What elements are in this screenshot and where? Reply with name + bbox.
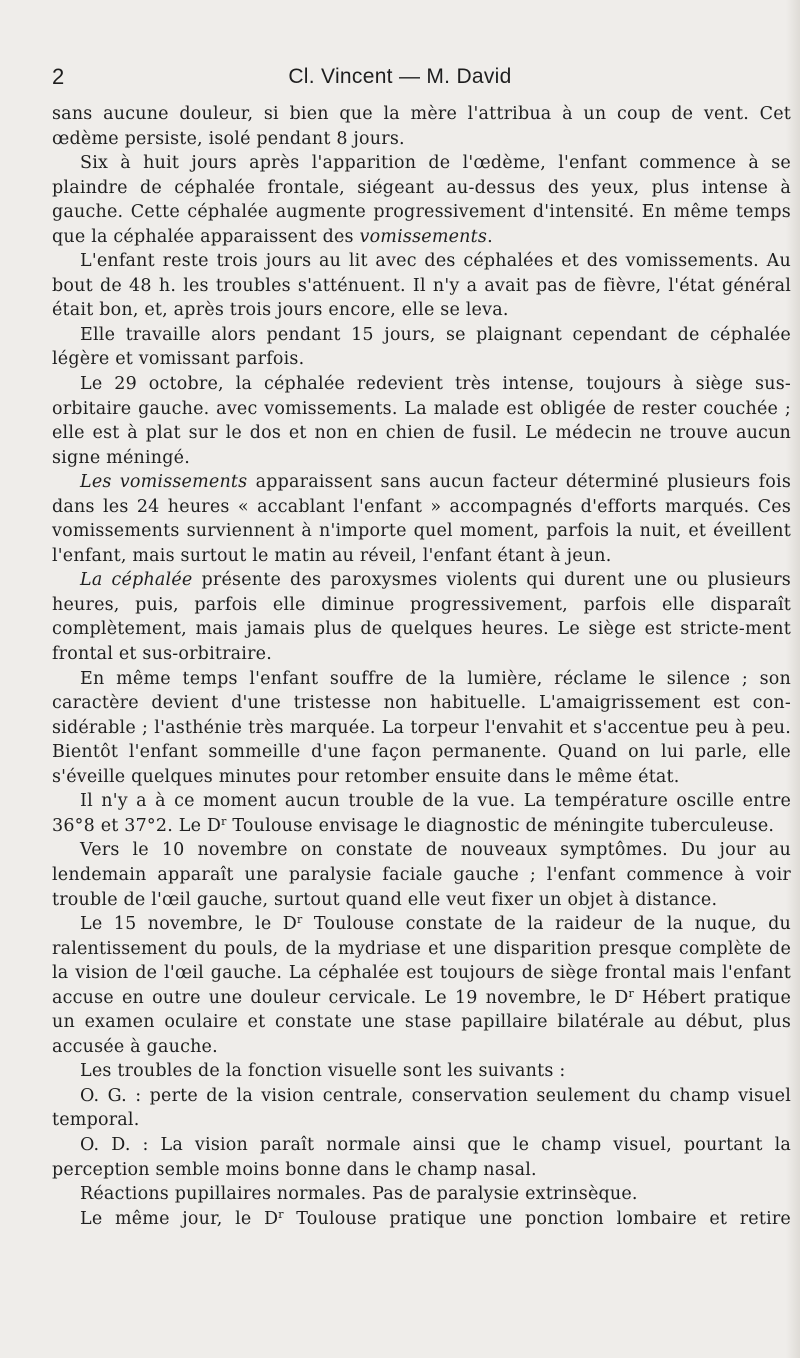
paragraph-16: Le même jour, le $D^r$ Toulouse pratique une ponction lombaire et retire [80, 1207, 791, 1229]
paragraph-1: sans aucune douleur, si bien que la mère l'attribua à un coup de vent. Cet œdème persiste, isolé pendant 8 jours. [52, 104, 791, 149]
body-text [52, 102, 791, 1231]
paragraph-4: Elle travaille alors pendant 15 jours, se plaignant cependant de céphalée légère et vomissant parfois. [52, 324, 791, 370]
paragraph-13: O. G. : perte de la vision centrale, conservation seulement du champ visuel temporal. [52, 1085, 791, 1131]
paragraph-14: O. D. : La vision paraît normale ainsi que le champ visuel, pourtant la perception semble moins bonne dans le champ nasal. [52, 1134, 791, 1180]
page-number: 2 [52, 64, 65, 89]
superscript-r: r [221, 814, 227, 828]
running-header: Cl. Vincent — M. David [288, 65, 512, 88]
paragraph-2: Six à huit jours après l'apparition de l'œdème, l'enfant commence à se plaindre de céphalée frontale, siégeant au-dessus des yeux, plus intense à gauche. Cette céphalée augmente progressivement d'intensité. En même temps que la céphalée apparaissent des vomissements. [52, 153, 791, 247]
paragraph-12: Les troubles de la fonction visuelle sont les suivants : [80, 1061, 566, 1082]
superscript-r: r [297, 913, 303, 927]
paragraph-7: La céphalée présente des paroxysmes violents qui durent une ou plusieurs heures, puis, parfois elle diminue progressivement, parfois elle disparaît complètement, mais jamais plus de quelques heures. Le siège est stricte-ment frontal et sus-orbitraire. [52, 570, 791, 665]
paragraph-3: L'enfant reste trois jours au lit avec des céphalées et des vomissements. Au bout de 48 h. les troubles s'atténuent. Il n'y a avait pas de fièvre, l'état général était bon, et, après trois jours encore, elle se leva. [52, 251, 791, 321]
superscript-r: r [278, 1207, 284, 1221]
paragraph-10: Vers le 10 novembre on constate de nouveaux symptômes. Du jour au lendemain apparaît une paralysie faciale gauche ; l'enfant commence à voir trouble de l'œil gauche, surtout quand elle veut fixer un objet à distance. [52, 840, 791, 910]
emphasis-la-cephalee: La céphalée [80, 570, 193, 591]
paragraph-9: Il n'y a à ce moment aucun trouble de la vue. La température oscille entre 36°8 et 37°2. Le $D^r$ Toulouse envisage le diagnostic de méningite tuberculeuse. [52, 791, 791, 836]
paragraph-8: En même temps l'enfant souffre de la lumière, réclame le silence ; son caractère devient d'une tristesse non habituelle. L'amaigrissement est con-sidérable ; l'asthénie très marquée. La torpeur l'envahit et s'accentue peu à peu. Bientôt l'enfant sommeille d'une façon permanente. Quand on lui parle, elle s'éveille quelques minutes pour retomber ensuite dans le même état. [52, 668, 791, 787]
paragraph-6: Les vomissements apparaissent sans aucun facteur déterminé plusieurs fois dans les 24 heures « accablant l'enfant » accompagnés d'efforts marqués. Ces vomissements surviennent à n'importe quel moment, parfois la nuit, et éveillent l'enfant, mais surtout le matin au réveil, l'enfant étant à jeun. [52, 472, 792, 566]
emphasis-vomissements: vomissements [359, 226, 488, 247]
paragraph-5: Le 29 octobre, la céphalée redevient très intense, toujours à siège sus-orbitaire gauche. avec vomissements. La malade est obligée de rester couchée ; elle est à plat sur le dos et non en chien de fusil. Le médecin ne trouve aucun signe méningé. [52, 374, 791, 468]
emphasis-les-vomissements: Les vomissements [80, 472, 248, 493]
superscript-r: r [628, 986, 634, 1000]
paragraph-11: Le 15 novembre, le $D^r$ Toulouse constate de la raideur de la nuque, du ralentissement du pouls, de la mydriase et une disparition presque complète de la vision de l'œil gauche. La céphalée est toujours de siège frontal mais l'enfant accuse en outre une douleur cervicale. Le 19 novembre, le $D^r$ Hébert pratique un examen oculaire et constate une stase papillaire bilatérale au début, plus accusée à gauche. [52, 913, 791, 1057]
paragraph-15: Réactions pupillaires normales. Pas de paralysie extrinsèque. [80, 1184, 638, 1205]
